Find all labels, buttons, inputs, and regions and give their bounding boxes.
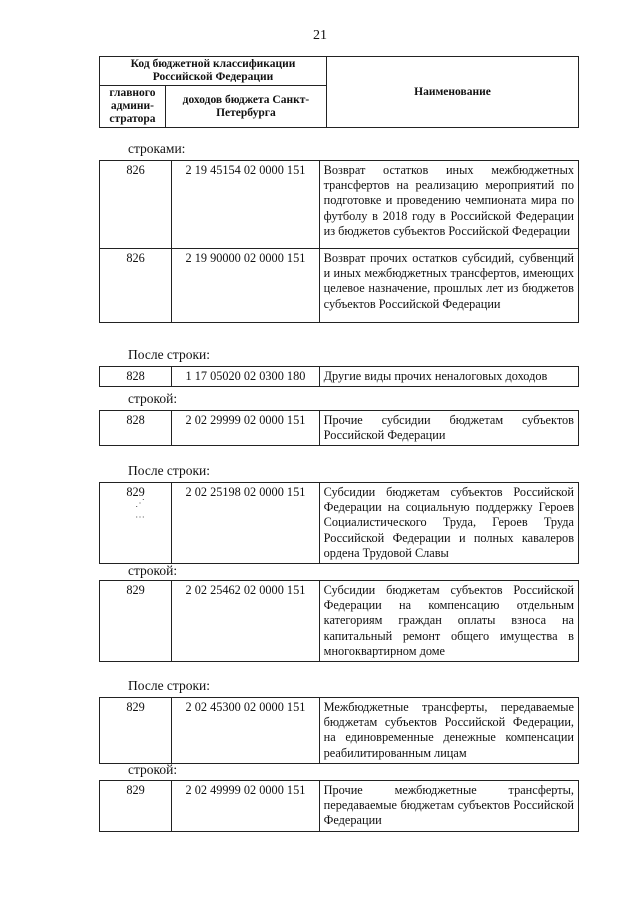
table-row [100, 367, 579, 387]
section-label: строкой: [128, 391, 178, 406]
col-name-header: Наименование [327, 57, 579, 128]
table-row [100, 249, 579, 323]
name-cell: Прочие субсидии бюджетам субъектов Российской Федерации [319, 411, 578, 446]
code-title: Код бюджетной классификации Российской Федерации [100, 57, 327, 86]
admin-code-cell: 829 [100, 483, 172, 564]
amendment-table [99, 482, 579, 564]
header-table [99, 56, 579, 128]
col-income-header: доходов бюджета Санкт-Петербурга [165, 86, 326, 128]
col-admin-header: главного админи-стратора [100, 86, 166, 128]
amendment-table [99, 780, 579, 832]
name-cell: Прочие межбюджетные трансферты, передаваемые бюджетам субъектов Российской Федерации [319, 781, 578, 832]
admin-code-cell: 826 [100, 249, 172, 323]
section-label: После строки: [128, 463, 211, 478]
income-code-cell: 2 02 25462 02 0000 151 [172, 581, 319, 662]
amendment-table [99, 410, 579, 446]
page-number: 21 [313, 28, 327, 43]
scan-mark: ⋯ [135, 512, 145, 523]
amendment-table [99, 580, 579, 662]
income-code-cell: 2 19 45154 02 0000 151 [172, 161, 319, 249]
section-label: строками: [128, 141, 186, 156]
admin-code-cell: 829 [100, 698, 172, 764]
admin-code-cell: 828 [100, 411, 172, 446]
name-cell: Возврат остатков иных межбюджетных трансфертов на реализацию мероприятий по подготовке и проведению чемпионата мира по футболу в 2018 году в Российской Федерации из бюджетов субъектов Российской Федерации [319, 161, 578, 249]
income-code-cell: 2 02 49999 02 0000 151 [172, 781, 319, 832]
name-cell: Другие виды прочих неналоговых доходов [319, 367, 578, 387]
section-label: строкой: [128, 762, 178, 777]
name-cell: Межбюджетные трансферты, передаваемые бюджетам субъектов Российской Федерации, на единовременные денежные компенсации реабилитированным лицам [319, 698, 578, 764]
admin-code-cell: 826 [100, 161, 172, 249]
admin-code-cell: 828 [100, 367, 172, 387]
name-cell: Возврат прочих остатков субсидий, субвенций и иных межбюджетных трансфертов, имеющих целевое назначение, прошлых лет из бюджетов субъектов Российской Федерации [319, 249, 578, 323]
income-code-cell: 2 02 29999 02 0000 151 [172, 411, 319, 446]
admin-code-cell: 829 [100, 781, 172, 832]
table-row [100, 161, 579, 249]
income-code-cell: 1 17 05020 02 0300 180 [172, 367, 319, 387]
amendment-table [99, 160, 579, 323]
table-row [100, 581, 579, 662]
section-label: После строки: [128, 347, 211, 362]
table-row [100, 483, 579, 564]
income-code-cell: 2 02 45300 02 0000 151 [172, 698, 319, 764]
table-row [100, 781, 579, 832]
table-row [100, 698, 579, 764]
name-cell: Субсидии бюджетам субъектов Российской Федерации на социальную поддержку Героев Социалистического Труда, Героев Труда Российской Федерации и полных кавалеров ордена Трудовой Славы [319, 483, 578, 564]
amendment-table [99, 697, 579, 764]
income-code-cell: 2 02 25198 02 0000 151 [172, 483, 319, 564]
section-label: После строки: [128, 678, 211, 693]
income-code-cell: 2 19 90000 02 0000 151 [172, 249, 319, 323]
admin-code-cell: 829 [100, 581, 172, 662]
section-label: строкой: [128, 563, 178, 578]
scan-mark: ⋰ [135, 498, 145, 509]
name-cell: Субсидии бюджетам субъектов Российской Федерации на компенсацию отдельным категориям граждан оплаты взноса на капитальный ремонт общего имущества в многоквартирном доме [319, 581, 578, 662]
table-row [100, 411, 579, 446]
amendment-table [99, 366, 579, 387]
